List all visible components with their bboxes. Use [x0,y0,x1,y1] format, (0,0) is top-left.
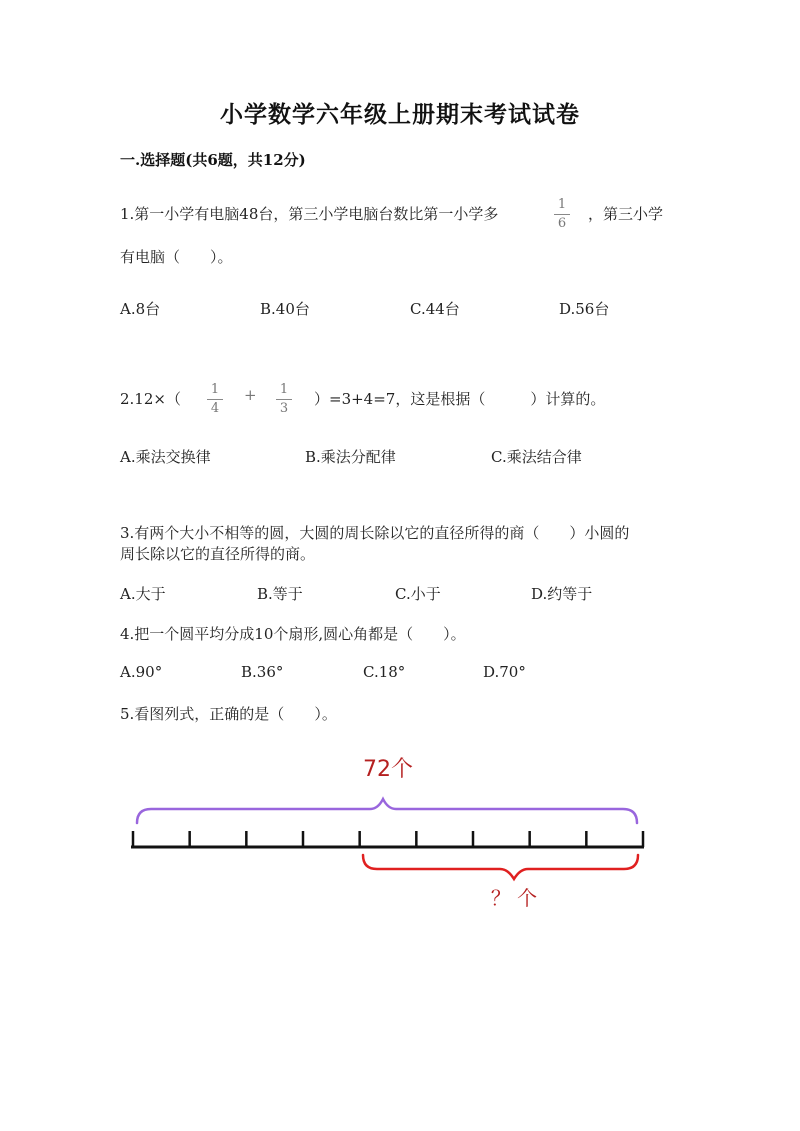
fraction-denominator: 4 [210,401,220,416]
question-1-option-d[interactable]: D.56台 [559,300,610,318]
unknown-brace [363,855,638,879]
question-3-option-b[interactable]: B.等于 [257,585,303,603]
question-2-fraction-2 [273,382,295,417]
segment-diagram [0,745,800,975]
question-3-option-c[interactable]: C.小于 [395,585,441,603]
fraction-bar [276,399,292,400]
question-1-text-c: 有电脑（ ）。 [120,248,233,266]
question-2-option-a[interactable]: A.乘法交换律 [120,448,211,466]
question-3-option-d[interactable]: D.约等于 [531,585,593,603]
question-2-option-b[interactable]: B.乘法分配律 [305,448,396,466]
total-label: 72个 [363,757,413,782]
segment-ticks [133,831,643,847]
question-2-fraction-1 [204,382,226,417]
fraction-denominator: 6 [557,216,567,231]
fraction-numerator: 1 [279,382,289,397]
question-3-option-a[interactable]: A.大于 [120,585,166,603]
question-1-option-c[interactable]: C.44台 [410,300,460,318]
question-3-line-1: 3.有两个大小不相等的圆，大圆的周长除以它的直径所得的商（ ）小圆的 [120,524,630,542]
question-1-text-b: ，第三小学 [588,205,664,223]
question-2-text-b: ）=3+4=7，这是根据（ ）计算的。 [314,390,606,408]
question-4-option-b[interactable]: B.36° [241,663,284,681]
question-1-option-a[interactable]: A.8台 [120,300,161,318]
question-1-fraction [551,197,573,232]
fraction-bar [554,214,570,215]
question-5-text: 5.看图列式，正确的是（ ）。 [120,705,337,723]
fraction-numerator: 1 [210,382,220,397]
fraction-bar [207,399,223,400]
question-4-option-c[interactable]: C.18° [363,663,406,681]
question-1-text-a: 1.第一小学有电脑48台，第三小学电脑台数比第一小学多 [120,205,499,223]
question-4-option-a[interactable]: A.90° [120,663,163,681]
section-heading: 一.选择题(共6题，共12分) [120,151,306,169]
question-3-line-2: 周长除以它的直径所得的商。 [120,545,316,563]
question-4-text: 4.把一个圆平均分成10个扇形,圆心角都是（ ）。 [120,625,466,643]
question-4-option-d[interactable]: D.70° [483,663,526,681]
total-brace [137,799,637,823]
question-2-option-c[interactable]: C.乘法结合律 [491,448,582,466]
unknown-label: ？ 个 [490,886,538,910]
question-2-text-a: 2.12×（ [120,390,181,408]
question-1-option-b[interactable]: B.40台 [260,300,310,318]
exam-title: 小学数学六年级上册期末考试试卷 [220,101,580,128]
fraction-numerator: 1 [557,197,567,212]
fraction-denominator: 3 [279,401,289,416]
question-2-plus: + [244,386,257,404]
